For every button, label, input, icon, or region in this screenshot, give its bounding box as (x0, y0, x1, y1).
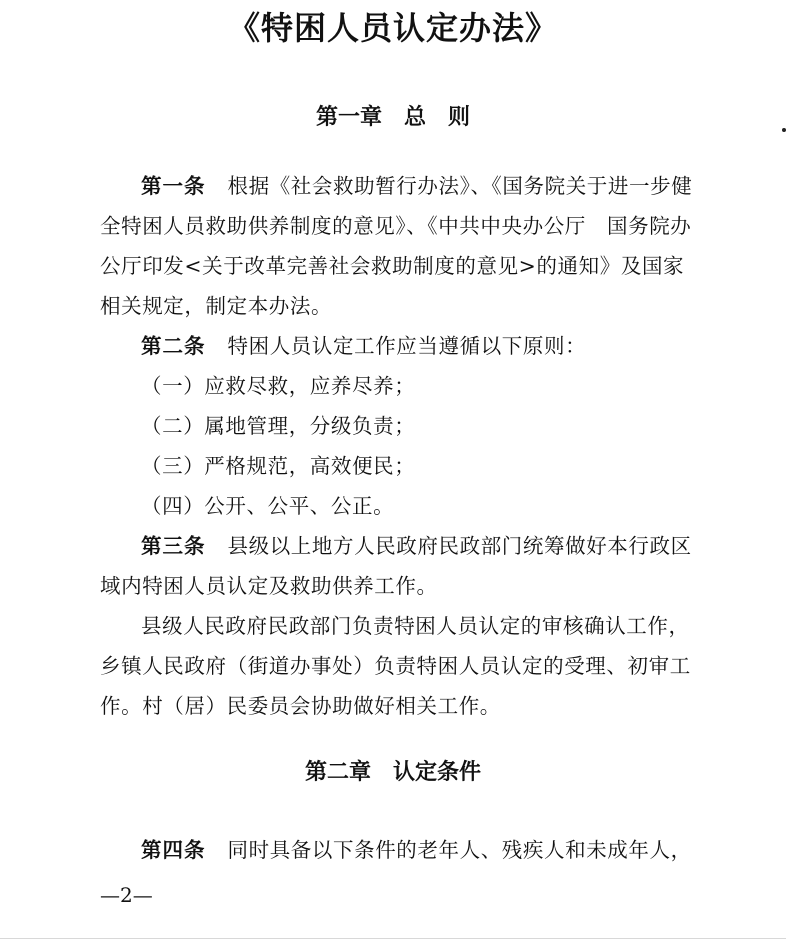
principle-item: （二）属地管理，分级负责； (141, 414, 416, 438)
page-number: —2— (100, 883, 153, 907)
page-bottom-edge (0, 938, 786, 939)
chapter-name: 认定条件 (393, 760, 482, 785)
chapter-number: 第一章 (315, 105, 382, 130)
article-label: 第二条 (141, 334, 206, 358)
article-label: 第一条 (141, 174, 206, 198)
chapter-heading-2 (0, 758, 786, 788)
chapter-1-body (100, 166, 694, 726)
article-label: 第四条 (141, 838, 206, 862)
principle-item: （四）公开、公平、公正。 (141, 494, 395, 518)
article-3 (100, 526, 694, 606)
principle-item: （三）严格规范，高效便民； (141, 454, 416, 478)
principle-item: （一）应救尽救，应养尽养； (141, 374, 416, 398)
chapter-heading-1 (0, 103, 786, 133)
article-1 (100, 166, 694, 326)
document-title: 《特困人员认定办法》 (227, 9, 558, 47)
article-label: 第三条 (141, 534, 206, 558)
chapter-number: 第二章 (304, 760, 371, 785)
chapter-name: 总 则 (404, 105, 471, 130)
article-2 (100, 326, 694, 366)
scan-mark (782, 128, 786, 132)
article-text: 同时具备以下条件的老年人、残疾人和未成年人， (227, 838, 692, 862)
article-3-paragraph-2: 县级人民政府民政部门负责特困人员认定的审核确认工作，乡镇人民政府（街道办事处）负责特困人员认定的受理、初审工作。村（居）民委员会协助做好相关工作。 (100, 614, 691, 718)
article-text: 根据《社会救助暂行办法》、《国务院关于进一步健全特困人员救助供养制度的意见》、《中共中央办公厅 国务院办公厅印发<关于改革完善社会救助制度的意见>的通知》及国家相关规定，制定本办法。 (100, 174, 693, 318)
chapter-2-body (100, 830, 694, 870)
article-text: 县级以上地方人民政府民政部门统筹做好本行政区域内特困人员认定及救助供养工作。 (100, 534, 692, 598)
article-4 (100, 830, 694, 870)
article-text: 特困人员认定工作应当遵循以下原则： (227, 334, 587, 358)
